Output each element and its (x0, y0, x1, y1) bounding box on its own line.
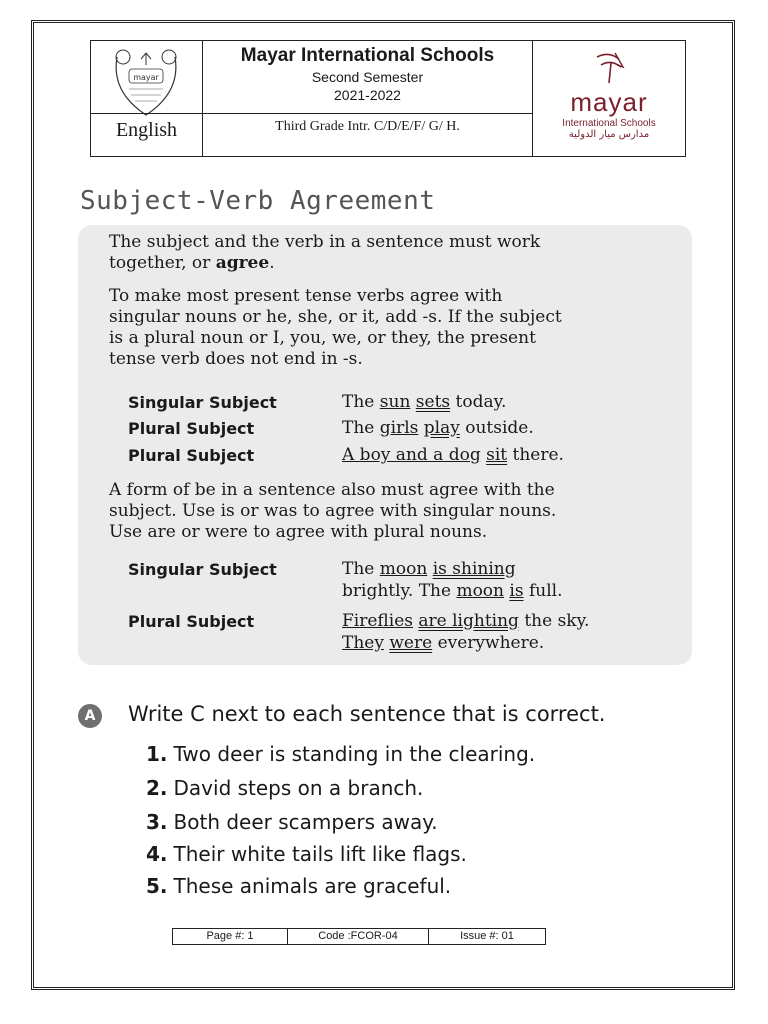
rule-text: . (269, 253, 275, 273)
rule-keyword: agree (215, 253, 270, 273)
header-right-cell (533, 41, 685, 156)
school-seal-logo (107, 47, 185, 119)
rule-text: together, or (109, 253, 216, 273)
grade-label: Third Grade Intr. C/D/E/F/ G/ H. (275, 119, 460, 134)
footer-issue: Issue #: 01 (460, 930, 514, 942)
rule-line: A form of be in a sentence also must agree with the (109, 480, 555, 500)
example-sentence: brightly. The moon is full. (342, 581, 563, 601)
example-sentence: The girls play outside. (342, 418, 534, 438)
rule-paragraph-1 (109, 232, 669, 274)
example-label: Singular Subject (128, 560, 277, 579)
header-left-cell (91, 41, 203, 156)
exercise-item: 1. Two deer is standing in the clearing. (146, 742, 536, 766)
example-sentence: The moon is shining (342, 559, 516, 579)
lesson-title: Subject-Verb Agreement (80, 186, 436, 216)
footer-code: Code :FCOR-04 (288, 929, 429, 944)
rule-line: Use are or were to agree with plural nouns. (109, 522, 488, 542)
exercise-item: 4. Their white tails lift like flags. (146, 842, 467, 866)
exercise-badge: A (78, 704, 102, 728)
rule-line: To make most present tense verbs agree with (109, 286, 503, 306)
exercise-instruction: Write C next to each sentence that is correct. (128, 702, 606, 726)
left-divider (91, 113, 202, 114)
footer-page: Page #: 1 (173, 929, 288, 944)
semester-label: Second Semester (311, 69, 424, 85)
example-sentence: A boy and a dog sit there. (342, 445, 564, 465)
rule-paragraph-3 (109, 480, 669, 543)
center-divider (203, 113, 532, 114)
example-sentence: Fireflies are lighting the sky. (342, 611, 590, 631)
year-label: 2021-2022 (334, 87, 401, 103)
example-label: Plural Subject (128, 419, 255, 438)
exercise-item: 2. David steps on a branch. (146, 776, 424, 800)
rule-line: tense verb does not end in -s. (109, 349, 363, 369)
seal-text: mayar (133, 73, 159, 82)
rule-paragraph-2 (109, 286, 669, 370)
school-name: Mayar International Schools (240, 45, 495, 66)
example-sentence: They were everywhere. (342, 633, 545, 653)
rule-line: is a plural noun or I, you, we, or they, the present (109, 328, 536, 348)
exercise-item: 3. Both deer scampers away. (146, 810, 438, 834)
rule-line (109, 253, 669, 274)
subject-label: English (115, 119, 178, 141)
rule-line: The subject and the verb in a sentence must work (109, 232, 541, 252)
exercise-item: 5. These animals are graceful. (146, 874, 452, 898)
example-label: Singular Subject (128, 393, 277, 412)
document-footer (172, 928, 546, 945)
example-label: Plural Subject (128, 612, 255, 631)
brand-logo (533, 49, 685, 140)
brand-name: mayar (570, 87, 648, 117)
header-center-cell (203, 41, 533, 156)
brand-english: International Schools (562, 118, 656, 129)
example-sentence: The sun sets today. (342, 392, 507, 412)
brand-mark-icon (589, 49, 629, 85)
document-header (90, 40, 686, 157)
rule-line: singular nouns or he, she, or it, add -s. If the subject (109, 307, 562, 327)
brand-arabic: مدارس ميار الدولية (568, 129, 650, 140)
rule-line: subject. Use is or was to agree with singular nouns. (109, 501, 557, 521)
example-label: Plural Subject (128, 446, 255, 465)
